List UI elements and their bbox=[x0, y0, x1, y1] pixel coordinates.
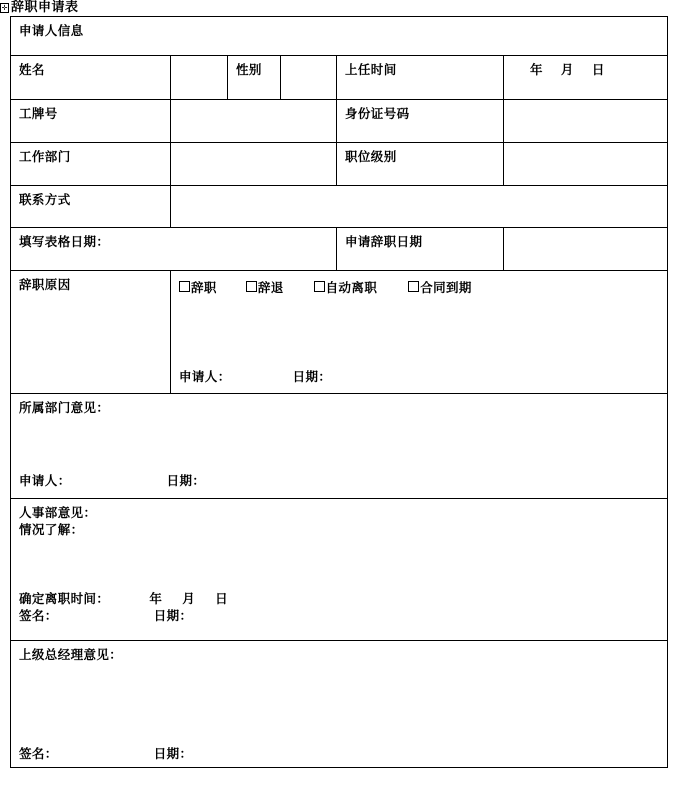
move-handle-icon[interactable]: ✛ bbox=[1, 4, 8, 12]
checkbox-icon[interactable] bbox=[314, 281, 325, 292]
table-row-name bbox=[11, 56, 668, 100]
table-row-hr-opinion bbox=[11, 499, 668, 641]
page-title: 辞职申请表 bbox=[11, 0, 79, 15]
label-name: 姓名 bbox=[11, 56, 171, 100]
checkbox-icon[interactable] bbox=[408, 281, 419, 292]
section-header-applicant-info: 申请人信息 bbox=[11, 17, 668, 56]
label-gender: 性别 bbox=[228, 56, 281, 100]
label-resign-apply-date: 申请辞职日期 bbox=[337, 228, 504, 271]
label-hr-situation: 情况了解： bbox=[19, 522, 84, 537]
hr-date-year: 年 bbox=[149, 591, 163, 606]
label-gm-opinion: 上级总经理意见： bbox=[19, 647, 123, 662]
value-id-number[interactable] bbox=[504, 100, 668, 143]
hr-signature-line bbox=[19, 607, 667, 624]
table-row-department bbox=[11, 143, 668, 186]
label-signature[interactable]: 签名： bbox=[19, 608, 58, 623]
value-position-level[interactable] bbox=[504, 143, 668, 186]
checkbox-label: 辞职 bbox=[191, 279, 217, 295]
resign-reason-options-cell bbox=[171, 271, 668, 394]
label-start-date: 上任时间 bbox=[337, 56, 504, 100]
department-opinion-signature-line bbox=[19, 472, 205, 489]
resignation-form-table bbox=[10, 16, 668, 768]
label-confirm-leave-date[interactable]: 确定离职时间： bbox=[19, 591, 110, 606]
hr-opinion-cell[interactable] bbox=[11, 499, 668, 641]
label-id-number: 身份证号码 bbox=[337, 100, 504, 143]
label-signature[interactable]: 签名： bbox=[19, 746, 58, 761]
label-badge-no: 工牌号 bbox=[11, 100, 171, 143]
gm-opinion-cell[interactable] bbox=[11, 641, 668, 768]
table-row-badge-number bbox=[11, 100, 668, 143]
table-row-gm-opinion bbox=[11, 641, 668, 768]
checkbox-option-auto-leave[interactable] bbox=[314, 278, 378, 296]
value-badge-no[interactable] bbox=[171, 100, 337, 143]
resign-reason-checkbox-group bbox=[179, 276, 667, 296]
label-position-level: 职位级别 bbox=[337, 143, 504, 186]
label-hr-opinion: 人事部意见： bbox=[19, 505, 97, 520]
resign-reason-signature-line bbox=[179, 368, 331, 385]
checkbox-label: 合同到期 bbox=[420, 279, 472, 295]
hr-date-month: 月 bbox=[182, 591, 196, 606]
label-date[interactable]: 日期： bbox=[153, 746, 193, 761]
gm-signature-line bbox=[19, 745, 667, 762]
checkbox-label: 自动离职 bbox=[325, 279, 378, 295]
checkbox-label: 辞退 bbox=[257, 279, 284, 295]
hr-confirm-leave-date-line bbox=[19, 590, 667, 607]
checkbox-option-dismissal[interactable] bbox=[246, 278, 284, 296]
start-date-day: 日 bbox=[591, 62, 605, 77]
value-gender[interactable] bbox=[281, 56, 337, 100]
label-department: 工作部门 bbox=[11, 143, 171, 186]
table-row-resign-reason bbox=[11, 271, 668, 394]
value-resign-apply-date[interactable] bbox=[504, 228, 668, 271]
checkbox-option-contract-expiry[interactable] bbox=[408, 278, 472, 296]
start-date-month: 月 bbox=[560, 62, 574, 77]
checkbox-option-resign[interactable] bbox=[179, 278, 217, 296]
table-row-applicant-info-header bbox=[11, 17, 668, 56]
value-department[interactable] bbox=[171, 143, 337, 186]
table-row-form-fill-date bbox=[11, 228, 668, 271]
hr-date-day: 日 bbox=[215, 591, 229, 606]
label-department-opinion: 所属部门意见： bbox=[19, 400, 110, 415]
start-date-year: 年 bbox=[530, 62, 543, 77]
checkbox-icon[interactable] bbox=[179, 281, 190, 292]
label-date[interactable]: 日期： bbox=[292, 369, 332, 384]
table-row-contact bbox=[11, 186, 668, 228]
checkbox-icon[interactable] bbox=[246, 281, 257, 292]
label-resign-reason: 辞职原因 bbox=[11, 271, 171, 394]
label-form-fill-date[interactable]: 填写表格日期： bbox=[11, 228, 337, 271]
label-date[interactable]: 日期： bbox=[153, 608, 193, 623]
value-contact[interactable] bbox=[171, 186, 668, 228]
label-applicant[interactable]: 申请人： bbox=[19, 473, 71, 488]
department-opinion-cell[interactable] bbox=[11, 394, 668, 499]
value-start-date[interactable] bbox=[504, 56, 668, 100]
label-contact: 联系方式 bbox=[11, 186, 171, 228]
label-date[interactable]: 日期： bbox=[166, 473, 206, 488]
table-row-department-opinion bbox=[11, 394, 668, 499]
label-applicant[interactable]: 申请人： bbox=[179, 369, 231, 384]
value-name[interactable] bbox=[171, 56, 228, 100]
